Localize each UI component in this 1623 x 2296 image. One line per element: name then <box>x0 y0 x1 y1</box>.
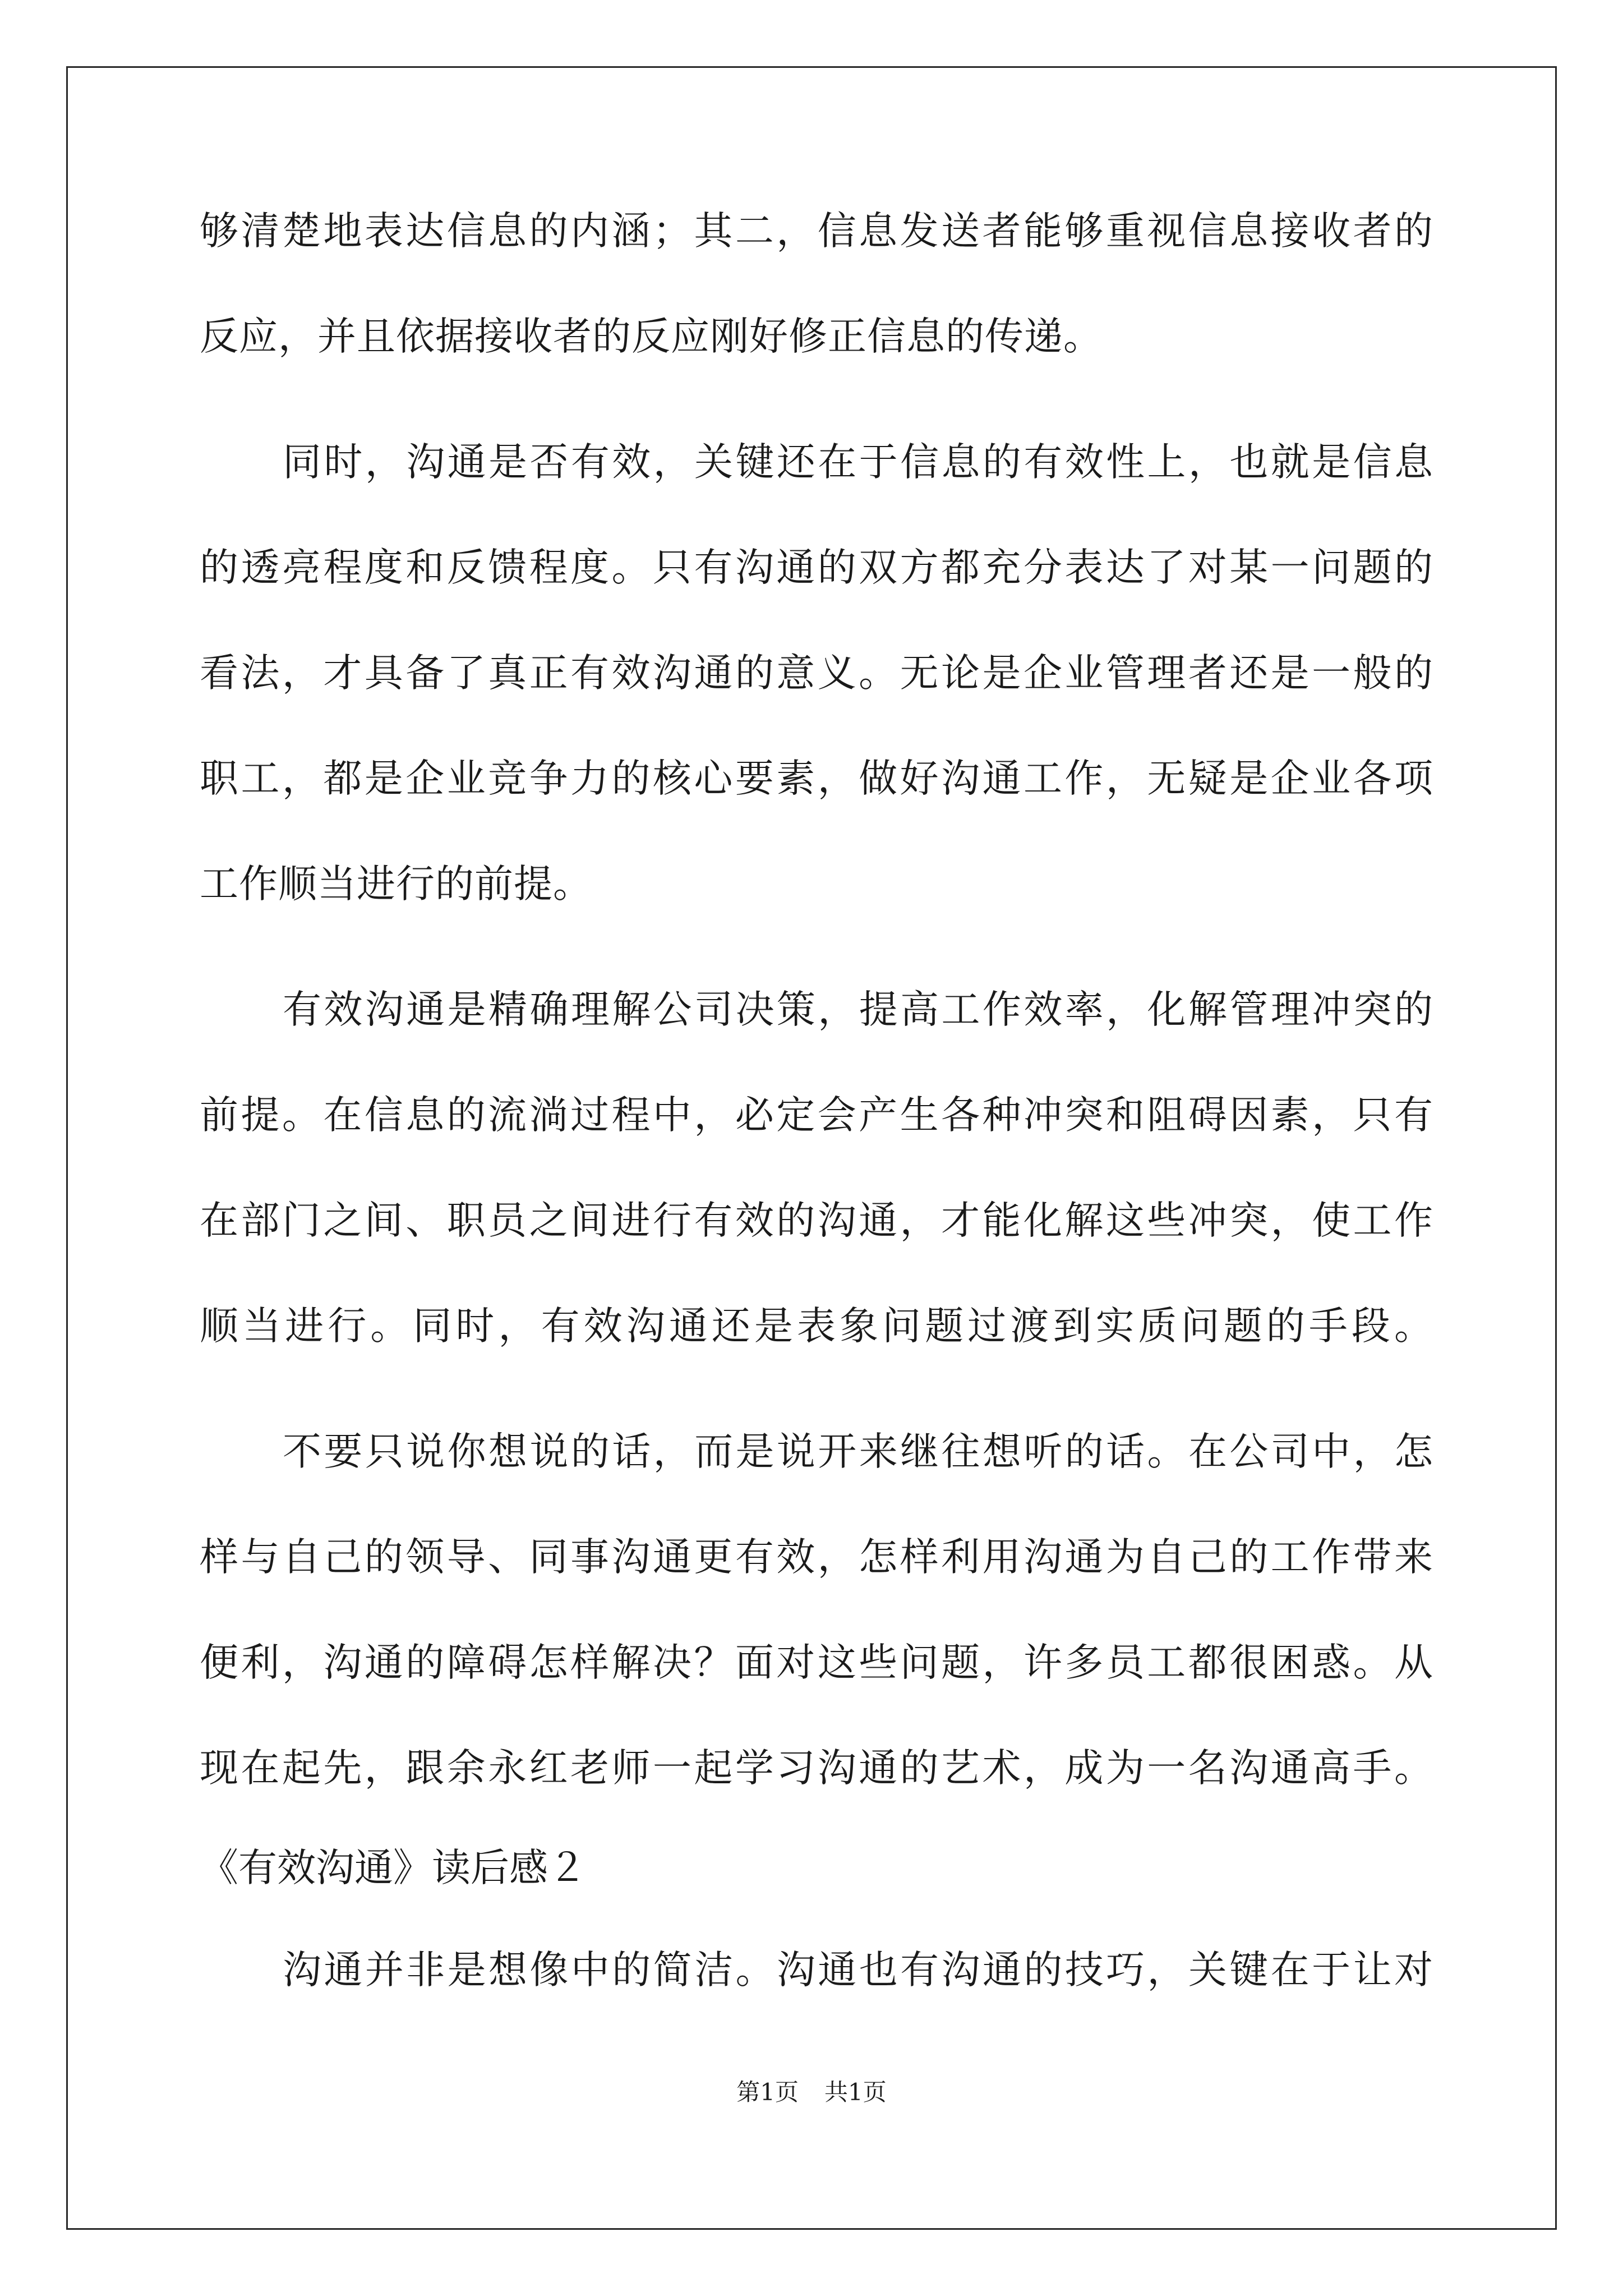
text-line: 工作顺当进行的前提。 <box>200 862 592 907</box>
text-line: 职工，都是企业竞争力的核心要素，做好沟通工作，无疑是企业各项 <box>200 756 1433 801</box>
text-line: 样与自己的领导、同事沟通更有效，怎样利用沟通为自己的工作带来 <box>200 1535 1433 1580</box>
text-line: 沟通并非是想像中的简洁。沟通也有沟通的技巧，关键在于让对 <box>283 1948 1433 1993</box>
text-line: 有效沟通是精确理解公司决策，提高工作效率，化解管理冲突的 <box>283 987 1433 1032</box>
text-line: 反应，并且依据接收者的反应刚好修正信息的传递。 <box>200 314 1103 359</box>
text-line: 在部门之间、职员之间进行有效的沟通，才能化解这些冲突，使工作 <box>200 1198 1433 1243</box>
text-line: 同时，沟通是否有效，关键还在于信息的有效性上，也就是信息 <box>283 440 1433 485</box>
text-line: 现在起先，跟余永红老师一起学习沟通的艺术，成为一名沟通高手。 <box>200 1746 1433 1791</box>
text-line: 前提。在信息的流淌过程中，必定会产生各种冲突和阻碍因素，只有 <box>200 1093 1433 1138</box>
text-line: 看法，才具备了真正有效沟通的意义。无论是企业管理者还是一般的 <box>200 651 1433 696</box>
page-total: 共1页 <box>824 2078 887 2106</box>
text-line: 的透亮程度和反馈程度。只有沟通的双方都充分表达了对某一问题的 <box>200 545 1433 590</box>
text-line: 够清楚地表达信息的内涵；其二，信息发送者能够重视信息接收者的 <box>200 209 1433 254</box>
page-number: 第1页 <box>736 2078 799 2106</box>
section-heading: 《有效沟通》读后感２ <box>200 1846 587 1890</box>
page-footer <box>0 2076 1623 2109</box>
text-line: 顺当进行。同时，有效沟通还是表象问题过渡到实质问题的手段。 <box>200 1304 1433 1349</box>
text-line: 便利，沟通的障碍怎样解决？面对这些问题，许多员工都很困惑。从 <box>200 1640 1433 1685</box>
text-line: 不要只说你想说的话，而是说开来继往想听的话。在公司中，怎 <box>283 1429 1433 1474</box>
